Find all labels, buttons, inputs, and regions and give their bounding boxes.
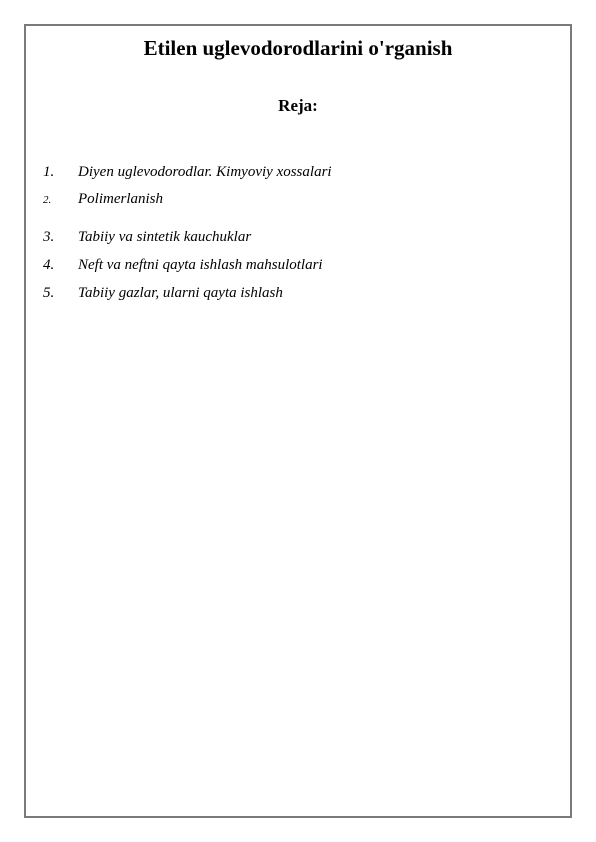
plan-item-2 <box>0 189 500 209</box>
plan-heading: Reja: <box>278 96 318 115</box>
plan-item-text: Diyen uglevodorodlar. Kimyoviy xossalari <box>78 164 332 180</box>
plan-item-text: Tabiiy gazlar, ularni qayta ishlash <box>78 285 283 301</box>
plan-item-3 <box>0 227 500 247</box>
page-frame <box>24 24 572 818</box>
document-title: Etilen uglevodorodlarini o'rganish <box>143 36 453 60</box>
plan-item-number: 2. <box>43 194 52 206</box>
plan-item-number: 4. <box>43 257 55 273</box>
plan-item-5 <box>0 283 500 303</box>
plan-item-number: 1. <box>43 164 55 180</box>
plan-item-text: Tabiiy va sintetik kauchuklar <box>78 229 252 245</box>
plan-item-1 <box>0 162 500 182</box>
plan-item-4 <box>0 255 500 275</box>
plan-item-text: Polimerlanish <box>78 191 163 207</box>
plan-item-text: Neft va neftni qayta ishlash mahsulotlari <box>78 257 323 273</box>
plan-item-number: 5. <box>43 285 55 301</box>
plan-item-number: 3. <box>43 229 55 245</box>
